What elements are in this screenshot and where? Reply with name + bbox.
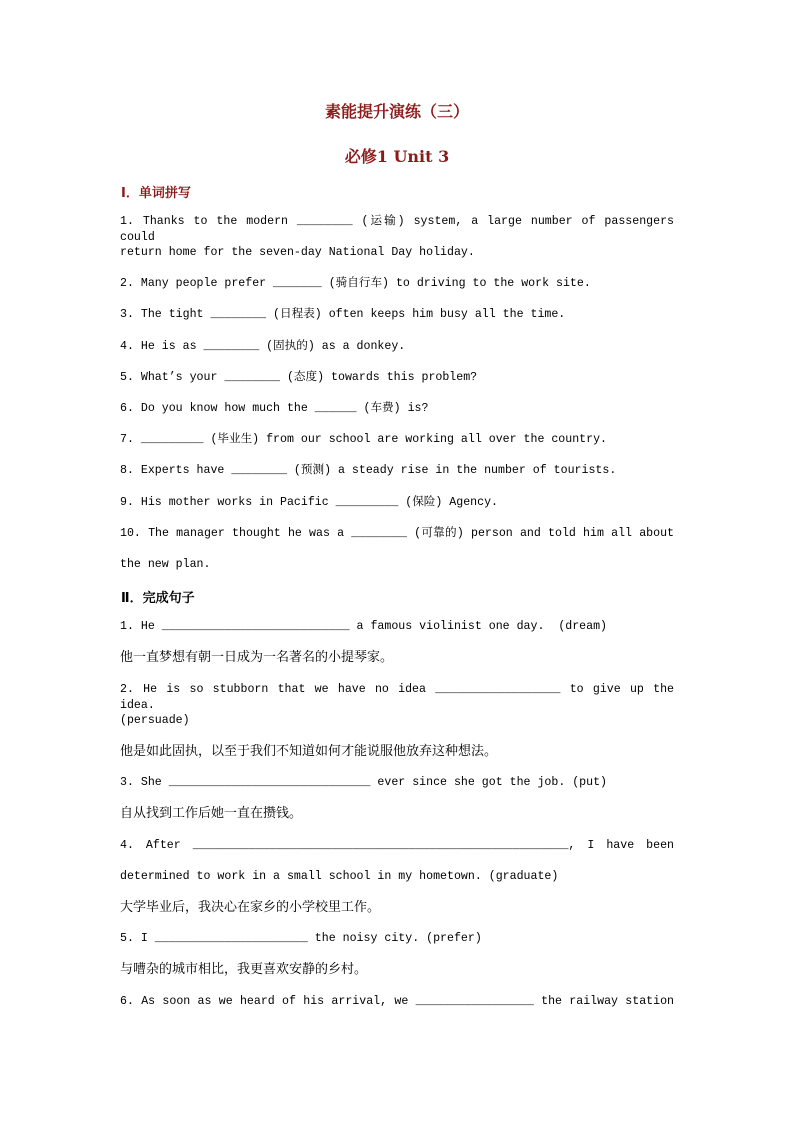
exercise-line: the new plan. bbox=[120, 558, 211, 571]
exercise-line: return home for the seven-day National Day holiday. bbox=[120, 246, 475, 259]
exercise-line: 1. He ___________________________ a famous violinist one day. (dream) bbox=[120, 620, 608, 633]
exercise-line: 1. Thanks to the modern ________ (运输) system, a large number of passengers could bbox=[120, 215, 674, 244]
exercise-line: 4. He is as ________ (固执的) as a donkey. bbox=[120, 340, 406, 353]
translation-line: 大学毕业后，我决心在家乡的小学校里工作。 bbox=[120, 900, 381, 915]
exercise-line: determined to work in a small school in my hometown. (graduate) bbox=[120, 870, 559, 883]
exercise-line: 10. The manager thought he was a ________ (可靠的) person and told him all about bbox=[120, 527, 674, 540]
exercise-line: 6. As soon as we heard of his arrival, we _________________ the railway station bbox=[120, 995, 674, 1008]
exercise-line: (persuade) bbox=[120, 714, 190, 727]
exercise-line: 7. _________ (毕业生) from our school are working all over the country. bbox=[120, 433, 608, 446]
exercise-line: 9. His mother works in Pacific _________ (保险) Agency. bbox=[120, 496, 499, 509]
translation-line: 他一直梦想有朝一日成为一名著名的小提琴家。 bbox=[120, 650, 394, 665]
section-heading-vocabulary: Ⅰ．单词拼写 bbox=[121, 186, 191, 201]
exercise-line: 6. Do you know how much the ______ (车费) is? bbox=[120, 402, 429, 415]
exercise-line: 5. I ______________________ the noisy city. (prefer) bbox=[120, 932, 482, 945]
exercise-line: 2. He is so stubborn that we have no idea __________________ to give up the idea. bbox=[120, 683, 674, 712]
exercise-line: 5. What’s your ________ (态度) towards this problem? bbox=[120, 371, 478, 384]
page-title: 素能提升演练（三） bbox=[324, 102, 469, 121]
translation-line: 他是如此固执，以至于我们不知道如何才能说服他放弃这种想法。 bbox=[120, 744, 498, 759]
page-subtitle: 必修1 Unit 3 bbox=[344, 147, 450, 166]
exercise-line: 2. Many people prefer _______ (骑自行车) to driving to the work site. bbox=[120, 277, 591, 290]
exercise-line: 3. She _____________________________ ever since she got the job. (put) bbox=[120, 776, 608, 789]
section-heading-sentences: Ⅱ．完成句子 bbox=[121, 591, 195, 606]
exercise-line: 4. After ______________________________________________________, I have been bbox=[120, 839, 674, 852]
translation-line: 自从找到工作后她一直在攒钱。 bbox=[120, 806, 303, 821]
exercise-line: 3. The tight ________ (日程表) often keeps him busy all the time. bbox=[120, 308, 566, 321]
exercise-line: 8. Experts have ________ (预测) a steady rise in the number of tourists. bbox=[120, 464, 617, 477]
translation-line: 与嘈杂的城市相比，我更喜欢安静的乡村。 bbox=[120, 962, 368, 977]
